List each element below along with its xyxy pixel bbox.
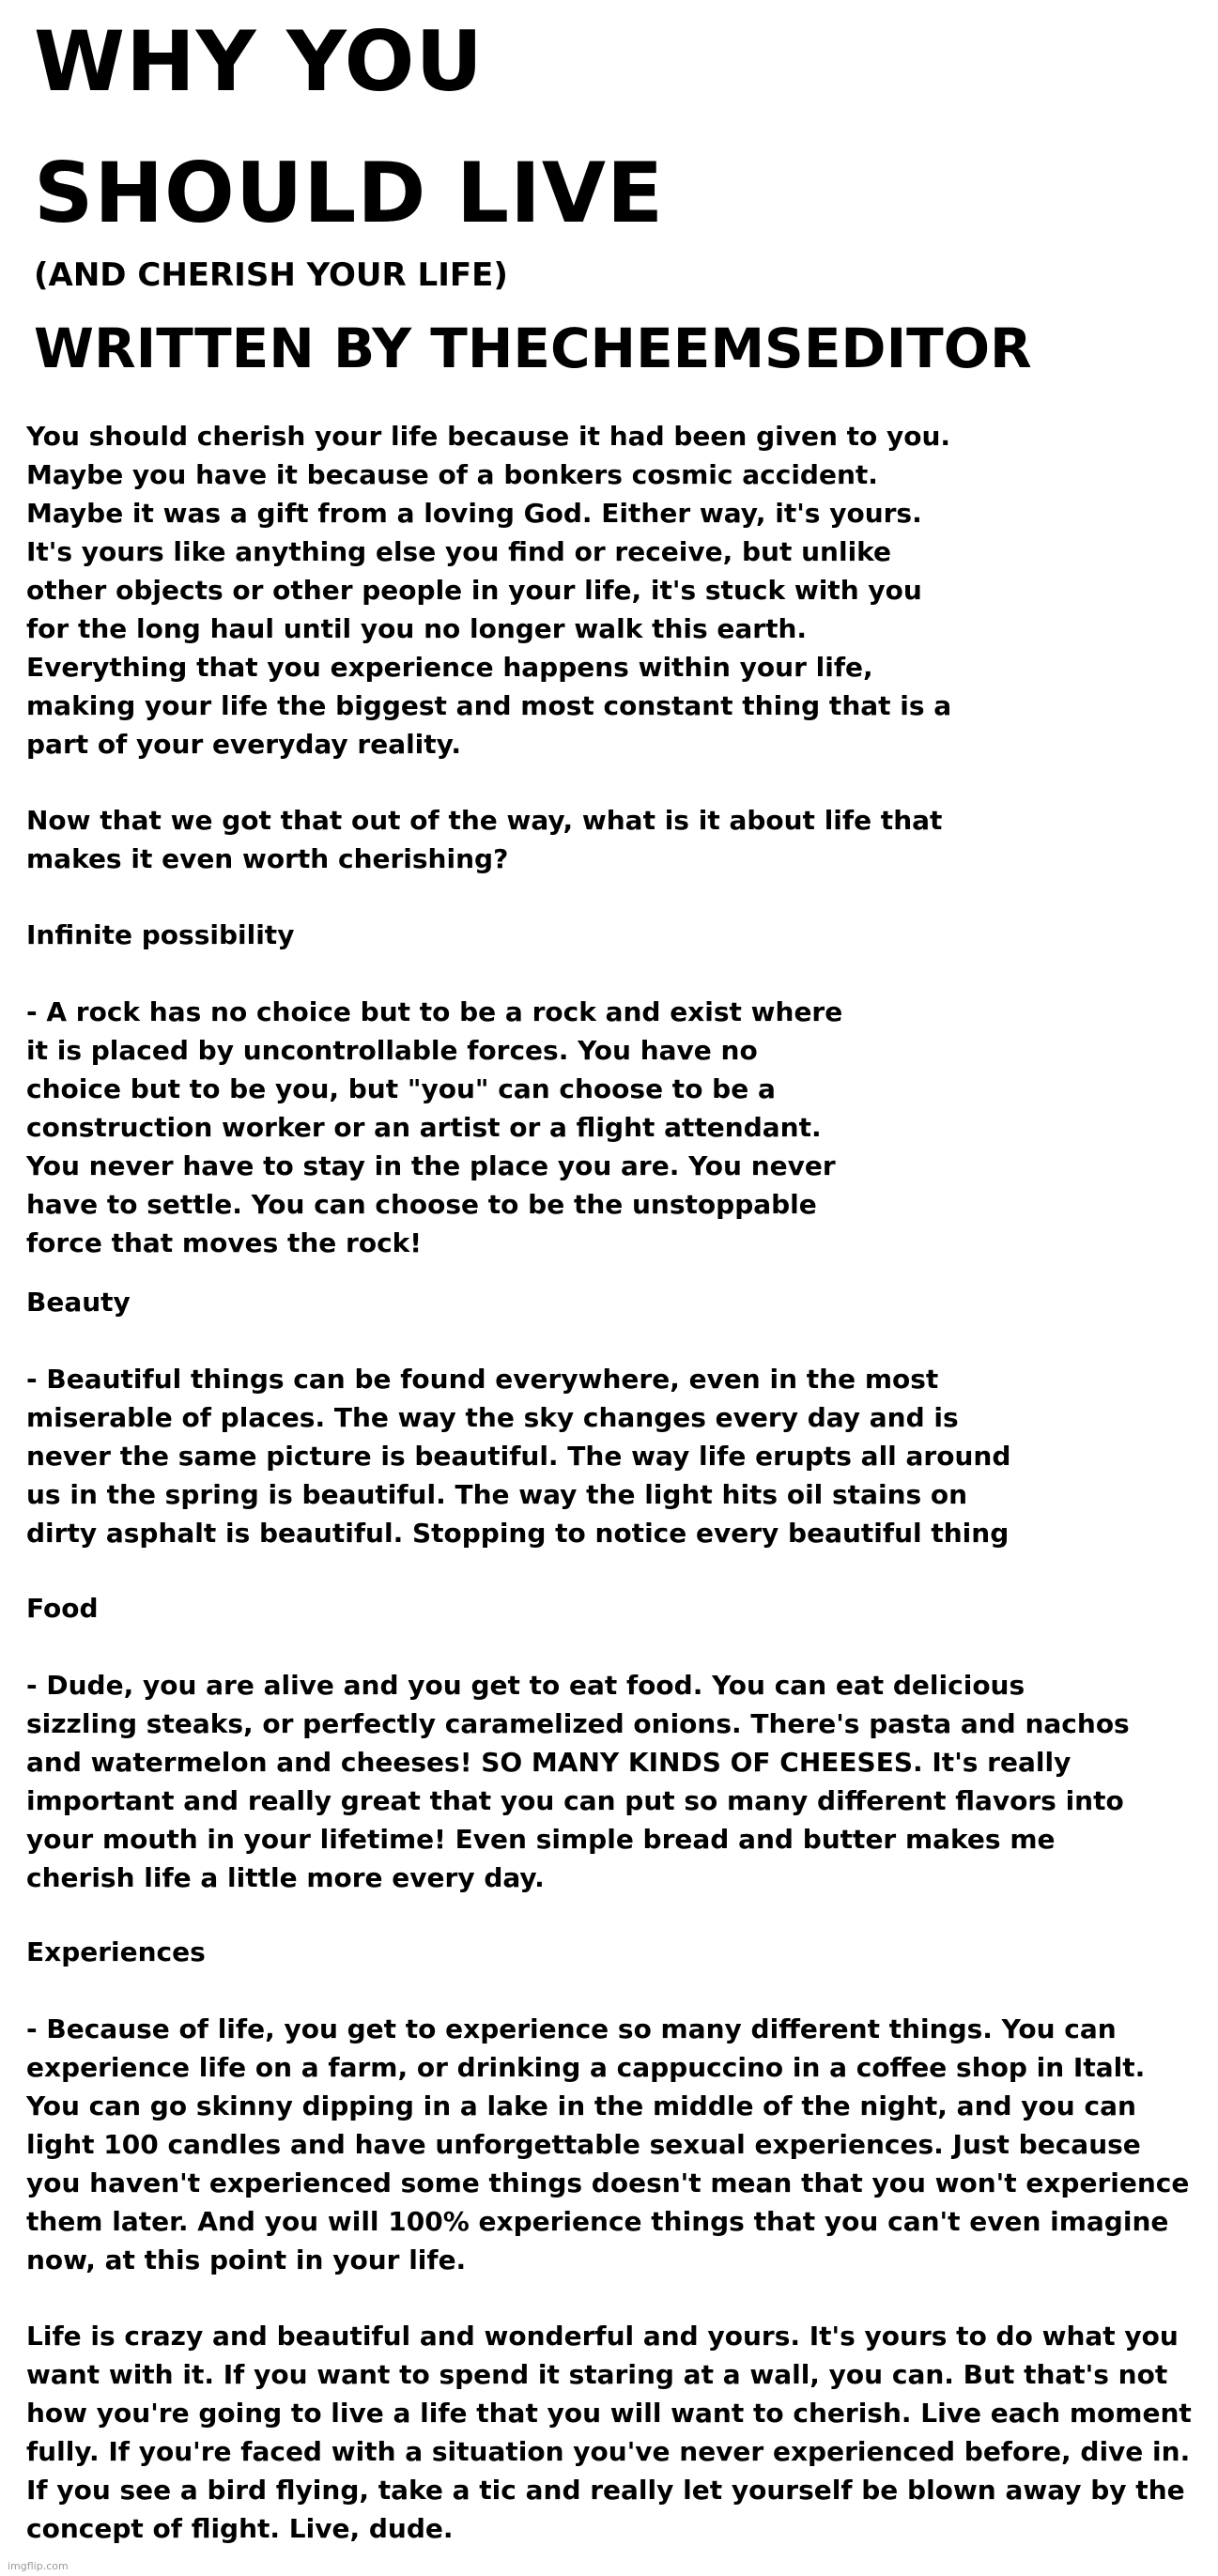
byline: WRITTEN BY THECHEEMSEDITOR [34, 316, 1032, 380]
section-heading-experiences: Experiences [26, 1936, 206, 1967]
section-heading-possibility: Infinite possibility [26, 919, 295, 950]
imgflip-watermark: imgflip.com [8, 2560, 69, 2572]
paragraph-intro: You should cherish your life because it had been given to you. Maybe you have it because of a bonkers cosmic accident. Maybe it was a gift from a loving God. Either way, it's yours. It's yours like anything else you find or receive, but unlike other objects or other people in your life, it's stuck with you for the long haul until you no longer walk this earth. Everything that you experience happens within your life, making your life the biggest and most constant thing that is a part of your everyday reality. [26, 421, 952, 760]
paragraph-food: - Dude, you are alive and you get to eat food. You can eat delicious sizzling steaks, or perfectly caramelized onions. There's pasta and nachos and watermelon and cheeses! SO MANY KINDS OF CHEESES. It's really important and really great that you can put so many different flavors into your mouth in your lifetime! Even simple bread and butter makes me cherish life a little more every day. [26, 1670, 1130, 1893]
paragraph-experiences: - Because of life, you get to experience so many different things. You can experience life on a farm, or drinking a cappuccino in a coffee shop in Italt. You can go skinny dipping in a lake in the middle of the night, and you can light 100 candles and have unforgettable sexual experiences. Just because you haven't experienced some things doesn't mean that you won't experience them later. And you will 100% experience things that you can't even imagine now, at this point in your life. [26, 2013, 1190, 2275]
section-heading-beauty: Beauty [26, 1287, 131, 1318]
paragraph-possibility: - A rock has no choice but to be a rock and exist where it is placed by uncontrollable forces. You have no choice but to be you, but "you" can choose to be a construction worker or an artist or a flight attendant. You never have to stay in the place you are. You never have to settle. You can choose to be the unstoppable force that moves the rock! [26, 996, 843, 1258]
subtitle: (AND CHERISH YOUR LIFE) [34, 256, 508, 294]
title-line-1: WHY YOU [34, 13, 484, 110]
title-line-2: SHOULD LIVE [34, 145, 665, 241]
paragraph-conclusion: Life is crazy and beautiful and wonderful and yours. It's yours to do what you want with it. If you want to spend it staring at a wall, you can. But that's not how you're going to live a life that you will want to cherish. Live each moment fully. If you're faced with a situation you've never experienced before, dive in. If you see a bird flying, take a tic and really let yourself be blown away by the concept of flight. Live, dude. [26, 2321, 1192, 2544]
paragraph-beauty: - Beautiful things can be found everywhere, even in the most miserable of places. The way the sky changes every day and is never the same picture is beautiful. The way life erupts all around us in the spring is beautiful. The way the light hits oil stains on dirty asphalt is beautiful. Stopping to notice every beautiful thing [26, 1364, 1011, 1549]
paragraph-question: Now that we got that out of the way, what is it about life that makes it even worth cherishing? [26, 805, 943, 874]
section-heading-food: Food [26, 1593, 99, 1624]
